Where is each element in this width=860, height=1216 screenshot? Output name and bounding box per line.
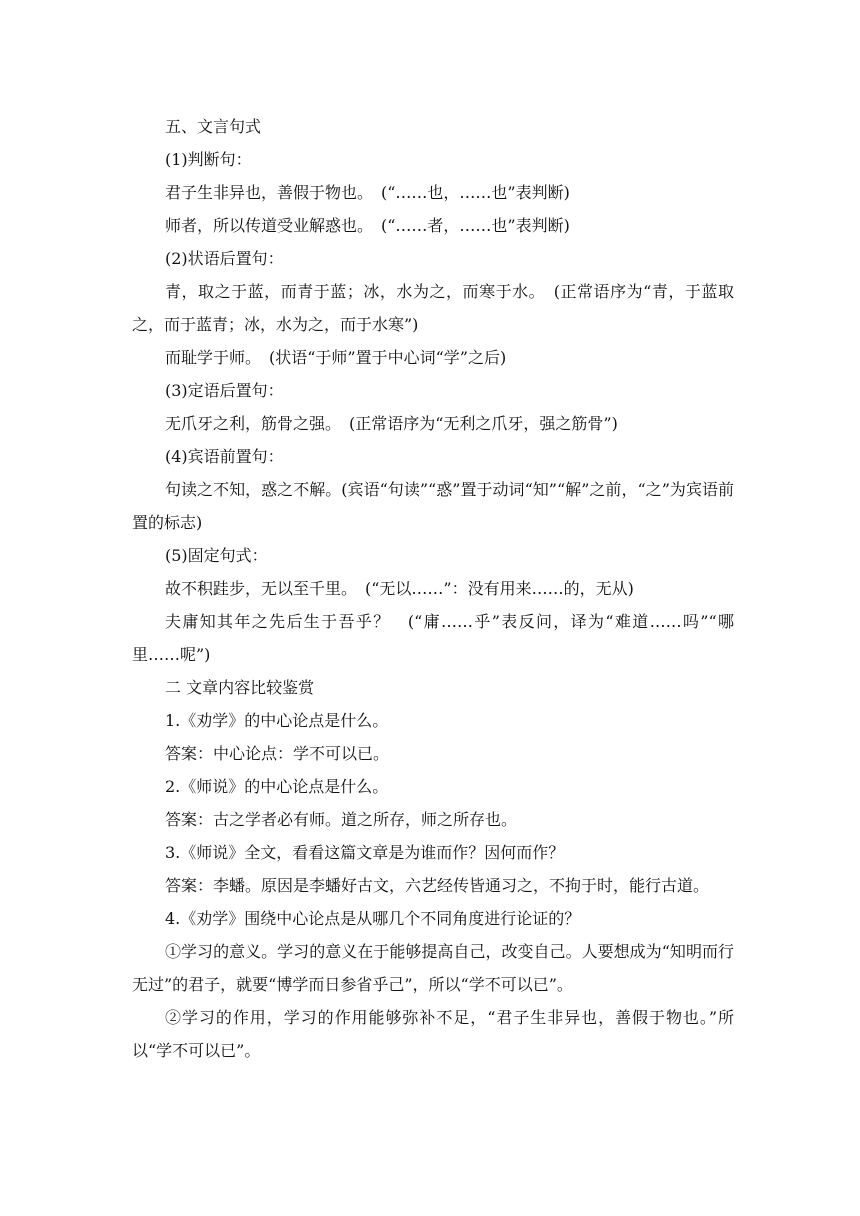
answer: 答案：古之学者必有师。道之所存，师之所存也。 — [165, 810, 518, 829]
example-sentence: 青，取之于蓝，而青于蓝；冰，水为之，而寒于水。 (正常语序为“青，于蓝取之，而于蓝青；冰，水为之，而于水寒”) — [132, 282, 734, 334]
example-sentence: 师者，所以传道受业解惑也。 (“……者，……也”表判断) — [165, 216, 570, 235]
section-heading-sentence-patterns: 五、文言句式 — [165, 117, 262, 136]
section-heading-content-comparison: 二 文章内容比较鉴赏 — [165, 678, 315, 697]
example-sentence: 句读之不知，惑之不解。(宾语“句读”“惑”置于动词“知”“解”之前，“之”为宾语前置的标志) — [132, 480, 734, 532]
subheading-attributive-postposition: (3)定语后置句： — [165, 381, 284, 400]
question: 1.《劝学》的中心论点是什么。 — [165, 711, 389, 730]
subheading-object-preposition: (4)宾语前置句： — [165, 447, 284, 466]
answer: 答案：李蟠。原因是李蟠好古文，六艺经传皆通习之，不拘于时，能行古道。 — [165, 876, 710, 895]
question: 2.《师说》的中心论点是什么。 — [165, 777, 389, 796]
answer-point: ①学习的意义。学习的意义在于能够提高自己，改变自己。人要想成为“知明而行无过”的君子，就要“博学而日参省乎己”，所以“学不可以已”。 — [132, 942, 734, 994]
document-body — [132, 110, 734, 1067]
example-sentence: 故不积跬步，无以至千里。 (“无以……”：没有用来……的，无从) — [165, 579, 634, 598]
example-sentence: 而耻学于师。 (状语“于师”置于中心词“学”之后) — [165, 348, 507, 367]
answer-point: ②学习的作用，学习的作用能够弥补不足，“君子生非异也，善假于物也。”所以“学不可以已”。 — [132, 1008, 734, 1060]
subheading-judgment-sentence: (1)判断句： — [165, 150, 252, 169]
example-sentence: 君子生非异也，善假于物也。 (“……也，……也”表判断) — [165, 183, 570, 202]
question: 4.《劝学》围绕中心论点是从哪几个不同角度进行论证的？ — [165, 909, 581, 928]
example-sentence: 无爪牙之利，筋骨之强。 (正常语序为“无利之爪牙，强之筋骨”) — [165, 414, 618, 433]
subheading-fixed-patterns: (5)固定句式： — [165, 546, 268, 565]
example-sentence: 夫庸知其年之先后生于吾乎？ (“庸……乎”表反问，译为“难道……吗”“哪里……呢”) — [132, 612, 734, 664]
answer: 答案：中心论点：学不可以已。 — [165, 744, 390, 763]
subheading-adverbial-postposition: (2)状语后置句： — [165, 249, 284, 268]
question: 3.《师说》全文，看看这篇文章是为谁而作？因何而作？ — [165, 843, 565, 862]
